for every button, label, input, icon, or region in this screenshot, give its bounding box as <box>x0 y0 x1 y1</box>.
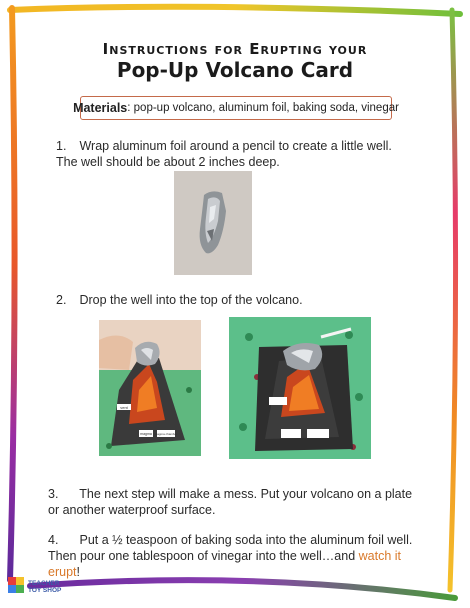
step-number: 2. <box>56 293 67 307</box>
photo-volcano-hand <box>99 320 201 456</box>
photo-label-vent: vent <box>120 405 128 410</box>
step-text: Drop the well into the top of the volcano. <box>79 293 303 307</box>
photo-volcano-table <box>229 317 371 459</box>
step-1 <box>56 138 416 170</box>
photo-label-magma: magma <box>140 432 152 436</box>
step-3 <box>48 486 420 518</box>
title-line-2: Pop-Up Volcano Card <box>116 58 354 82</box>
step-text: Wrap aluminum foil around a pencil to create a little well. The well should be about 2 inches deep. <box>56 139 392 169</box>
materials-list: : pop-up volcano, aluminum foil, baking soda, vinegar <box>127 102 399 114</box>
step-end: ! <box>76 565 80 579</box>
step-2 <box>56 292 416 308</box>
materials-label: Materials <box>73 101 128 115</box>
logo-line-2: TOY SHOP <box>28 587 62 594</box>
photo-label-magma-chamber: magma chamber <box>154 432 178 436</box>
step-text: Put a ½ teaspoon of baking soda into the aluminum foil well. Then pour one tablespoon of vinegar into the well…and <box>48 533 413 563</box>
teacher-toy-shop-logo <box>8 575 98 599</box>
erupt-highlight: watch it erupt <box>48 549 402 579</box>
step-number: 3. <box>48 487 59 501</box>
logo-line-1: TEACHER <box>28 580 60 587</box>
step-text: The next step will make a mess. Put your volcano on a plate or another waterproof surface. <box>48 487 413 517</box>
title-line-1: Instructions for Erupting your <box>102 40 368 58</box>
step-number: 4. <box>48 533 59 547</box>
step-number: 1. <box>56 139 67 153</box>
photo-foil-well <box>174 171 252 275</box>
materials-box <box>73 96 399 120</box>
step-4 <box>48 532 420 580</box>
